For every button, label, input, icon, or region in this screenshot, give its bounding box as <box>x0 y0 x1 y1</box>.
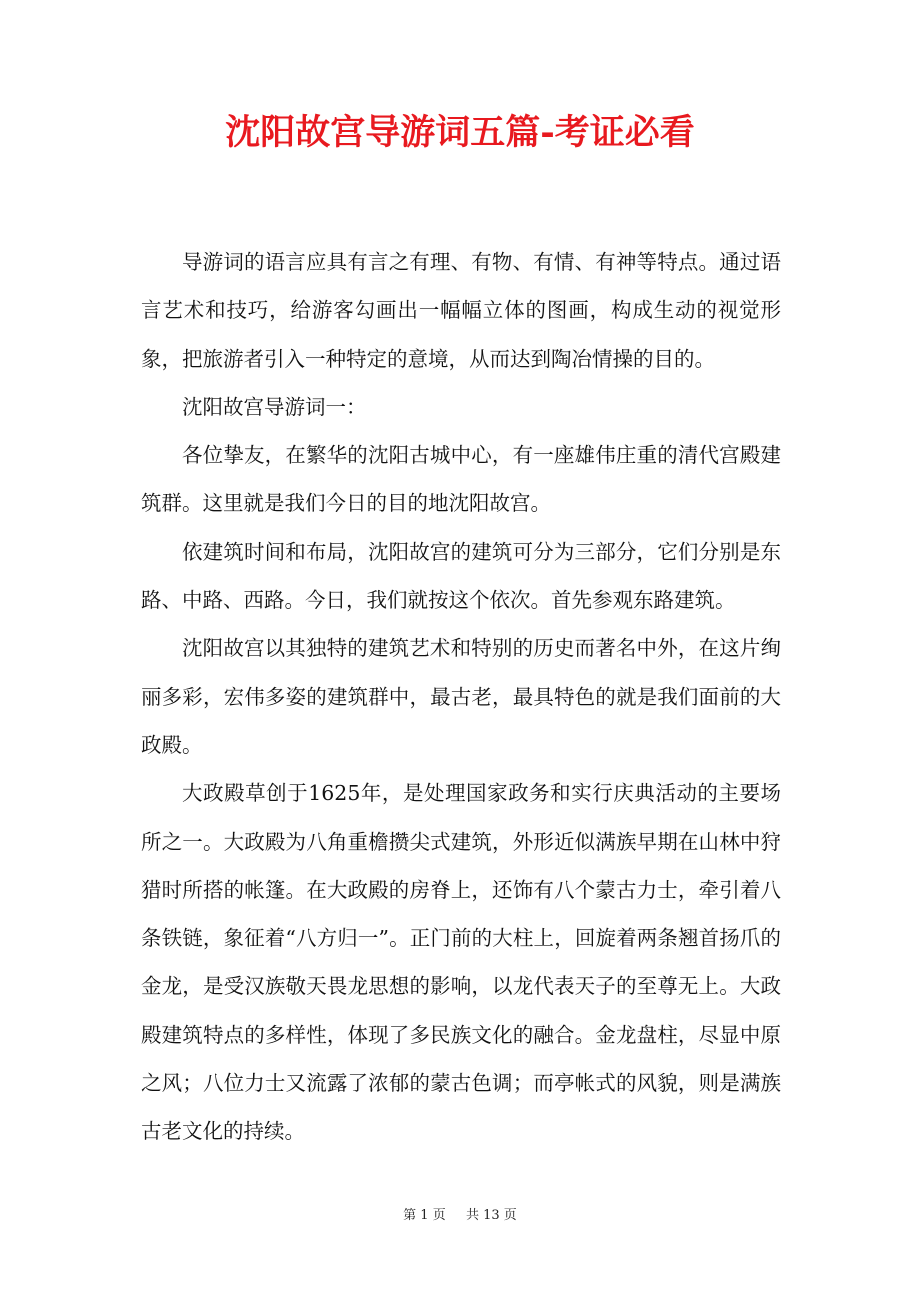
paragraph: 各位挚友，在繁华的沈阳古城中心，有一座雄伟庄重的清代宫殿建筑群。这里就是我们今日的目的地沈阳故宫。 <box>141 443 781 516</box>
paragraph-intro: 导游词的语言应具有言之有理、有物、有情、有神等特点。通过语言艺术和技巧，给游客勾画出一幅幅立体的图画，构成生动的视觉形象，把旅游者引入一种特定的意境，从而达到陶冶情操的目的。 <box>141 250 781 371</box>
section-heading: 沈阳故宫导游词一： <box>182 394 367 419</box>
paragraph: 依建筑时间和布局，沈阳故宫的建筑可分为三部分，它们分别是东路、中路、西路。今日，我们就按这个依次。首先参观东路建筑。 <box>141 539 781 613</box>
page-total: 共 13 页 <box>466 1208 517 1223</box>
paragraph: 大政殿草创于1625年，是处理国家政务和实行庆典活动的主要场所之一。大政殿为八角重檐攒尖式建筑，外形近似满族早期在山林中狩猎时所搭的帐篷。在大政殿的房脊上，还饰有八个蒙古力士，牵引着八条铁链，象征着“八方归一”。正门前的大柱上，回旋着两条翘首扬爪的金龙，是受汉族敬天畏龙思想的影响，以龙代表天子的至尊无上。大政殿建筑特点的多样性，体现了多民族文化的融合。金龙盘柱，尽显中原之风；八位力士又流露了浓郁的蒙古色调；而亭帐式的风貌，则是满族古老文化的持续。 <box>141 781 781 1144</box>
document-title: 沈阳故宫导游词五篇-考证必看 <box>225 112 695 153</box>
document-body <box>141 238 781 1156</box>
page-footer <box>0 1206 920 1226</box>
paragraph: 沈阳故宫以其独特的建筑艺术和特别的历史而著名中外，在这片绚丽多彩，宏伟多姿的建筑群中，最古老，最具特色的就是我们面前的大政殿。 <box>141 636 781 757</box>
page-number: 第 1 页 <box>403 1208 446 1223</box>
